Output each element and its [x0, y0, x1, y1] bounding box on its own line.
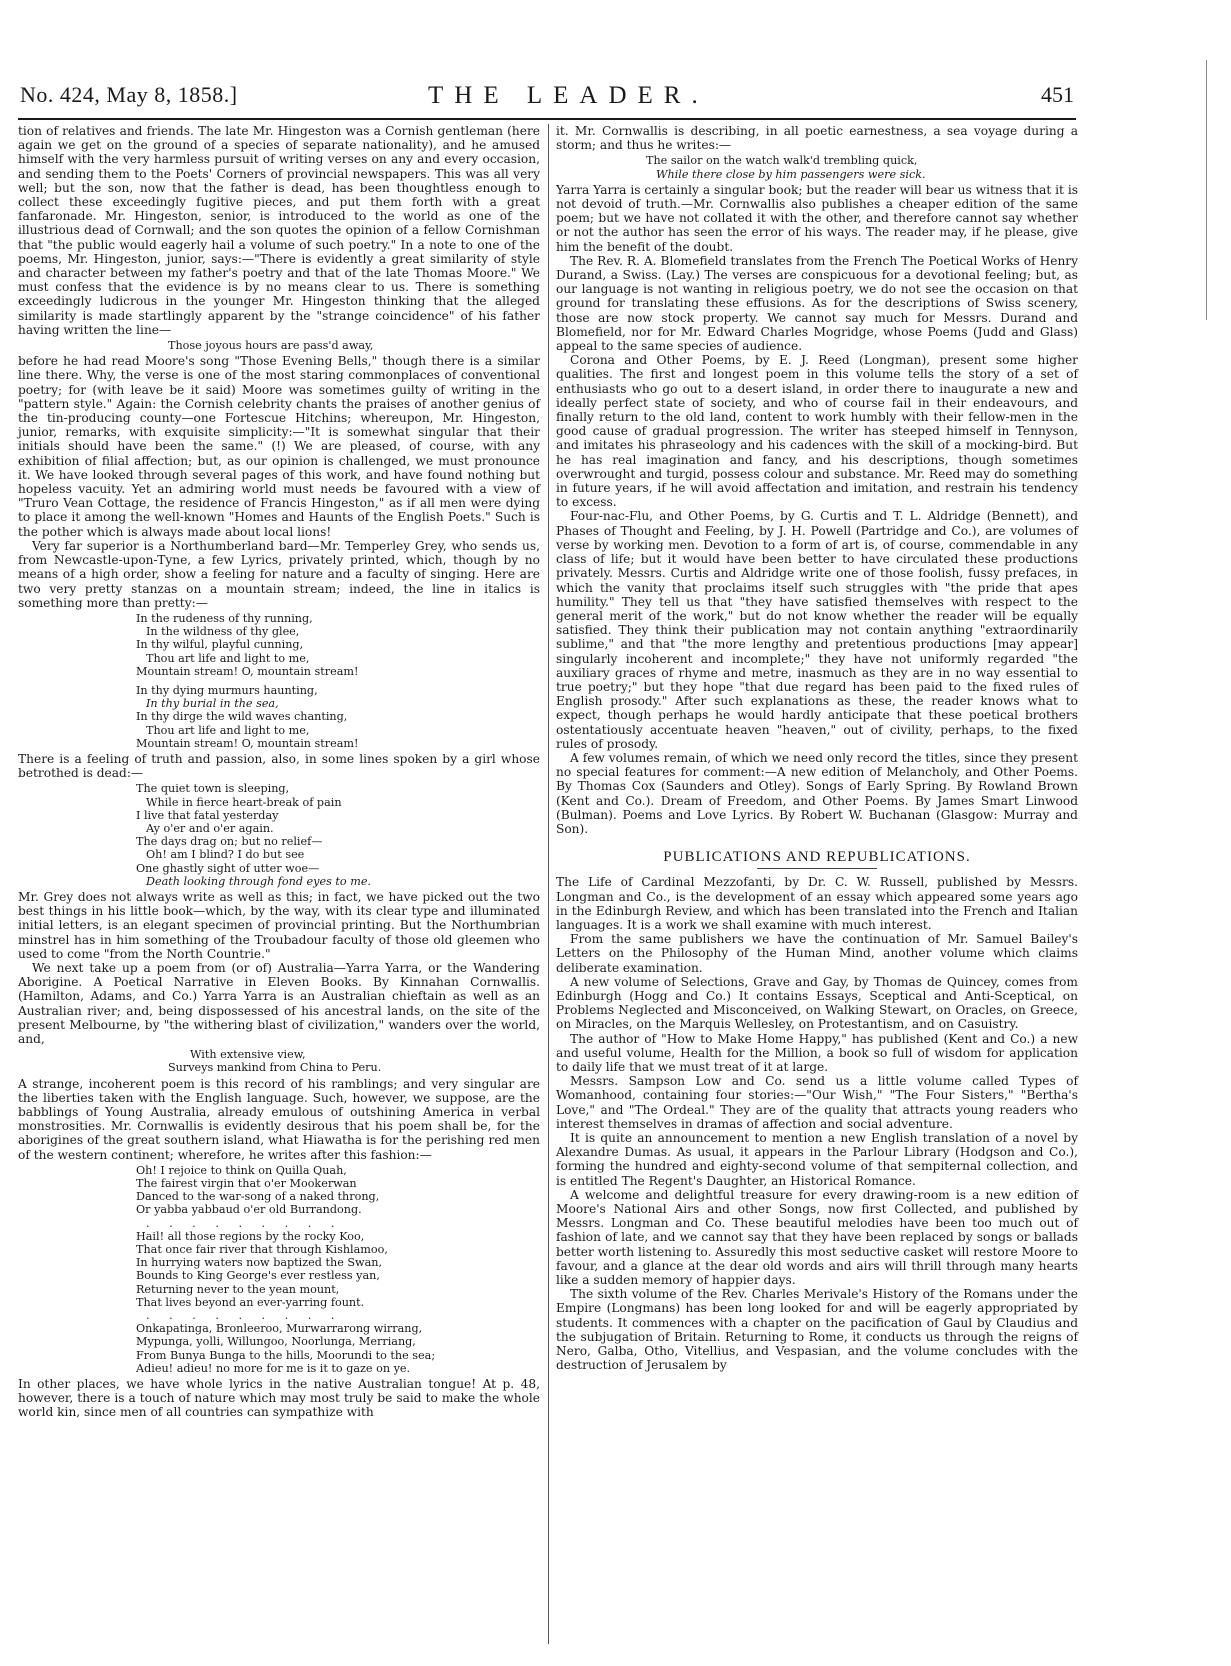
issue-line: No. 424, May 8, 1858.]	[20, 82, 238, 107]
verse-line: The sailor on the watch walk'd trembling quick,	[646, 154, 918, 168]
header-rule	[18, 118, 1076, 120]
paragraph: A new volume of Selections, Grave and Gay, by Thomas de Quincey, comes from Edinburgh (Hogg and Co.) It contains Essays, Sceptical and Anti-Sceptical, on Problems Neglected and Misconceived, on Walking Stewart, on Oracles, on Greece, on Miracles, on the Marquis Wellesley, on Protestantism, and on Casuistry.	[556, 974, 1078, 1032]
verse-line: One ghastly sight of utter woe—	[136, 861, 320, 875]
paragraph: Very far superior is a Northumberland bard—Mr. Temperley Grey, who sends us, from Newcastle-upon-Tyne, a few Lyrics, privately printed, which, though by no means of a high order, show a feeling for nature and a faculty of singing. Here are two very pretty stanzas on a mountain stream; indeed, the line in italics is something more than pretty:—	[18, 538, 540, 610]
paragraph: before he had read Moore's song "Those Evening Bells," though there is a similar line there. Why, the verse is one of the most staring commonplaces of conventional poetry; for (with leave be it said) Moore was sometimes guilty of writing in the "pattern style." Again: the Cornish celebrity chants the praises of another genius of the tin-producing county—one Fortescue Hitchins; whereupon, Mr. Hingeston, junior, remarks, with exquisite simplicity:—"It is somewhat singular that their initials should have been the same." (!) We are pleased, of course, with any exhibition of filial affection; but, as our opinion is challenged, we must pronounce it. We have looked through several pages of this work, and have found nothing but hopeless vacuity. Yet an admiring world must needs be favoured with a view of "Truro Vean Cottage, the residence of Francis Hingeston," as if all men were dying to place it among the well-known "Homes and Haunts of the English Poets." Such is the pother which is always made about local lions!	[18, 354, 540, 539]
verse-line: Thou art life and light to me,	[146, 651, 310, 665]
verse-line: Hail! all those regions by the rocky Koo,	[136, 1229, 365, 1243]
verse-line-italic: Death looking through fond eyes to me.	[146, 874, 371, 888]
quotation	[18, 339, 540, 352]
paragraph: There is a feeling of truth and passion, also, in some lines spoken by a girl whose betrothed is dead:—	[18, 751, 540, 781]
verse-line: In thy dying murmurs haunting,	[136, 683, 318, 697]
verse-line: In the wildness of thy glee,	[146, 625, 300, 639]
quotation	[18, 1048, 540, 1074]
paragraph: The author of "How to Make Home Happy," has published (Kent and Co.) a new and useful volume, Health for the Million, a book so full of wisdom for application to daily life that we must treat of it at large.	[556, 1031, 1078, 1074]
quotation	[556, 154, 1078, 180]
verse-line: I live that fatal yesterday	[136, 808, 279, 822]
paragraph: tion of relatives and friends. The late Mr. Hingeston was a Cornish gentleman (here again we get on the ground of a species of separate nationality), and he amused himself with the very harmless pursuit of writing verses on any and every occasion, and sending them to the Poets' Corners of provincial newspapers. This was all very well; but the son, now that the father is dead, has been thoughtless enough to collect these exceedingly fugitive pieces, and put them forth with a great fanfaronade. Mr. Hingeston, senior, is introduced to the world as one of the illustrious dead of Cornwall; and the son quotes the opinion of a fellow Cornishman that "the public would eagerly hail a volume of such poetry." In a note to one of the poems, Mr. Hingeston, junior, says:—"There is evidently a great similarity of style and character between my father's poetry and that of the late Thomas Moore." We must confess that the evidence is by no means clear to us. There is something exceedingly ludicrous in the younger Mr. Hingeston thinking that the alleged similarity is made startlingly apparent by the "strange coincidence" of his father having written the line—	[18, 124, 540, 337]
paragraph: From the same publishers we have the continuation of Mr. Samuel Bailey's Letters on the Philosophy of the Human Mind, another volume which claims deliberate examination.	[556, 932, 1078, 975]
verse-line: Returning never to the yean mount,	[136, 1282, 340, 1296]
verse-line: In the rudeness of thy running,	[136, 611, 313, 625]
verse-line: Oh! am I blind? I do but see	[146, 848, 305, 862]
paragraph: it. Mr. Cornwallis is describing, in all poetic earnestness, a sea voyage during a storm; and thus he writes:—	[556, 124, 1078, 153]
paragraph: In other places, we have whole lyrics in the native Australian tongue! At p. 48, however, there is a touch of nature which may most truly be said to make the whole world kin, since men of all countries can sympathize with	[18, 1377, 540, 1420]
verse-line: In thy wilful, playful cunning,	[136, 638, 304, 652]
section-rule	[757, 868, 877, 869]
paragraph: Corona and Other Poems, by E. J. Reed (Longman), present some higher qualities. The first and longest poem in this volume tells the story of a set of enthusiasts who go out to a desert island, in order there to inaugurate a new and ideally perfect state of society, and who of course fail in their endeavours, and finally return to the old land, content to work humbly with their fellow-men in the good cause of gradual progression. The writer has steeped himself in Tennyson, and imitates his phraseology and his cadences with the skill of a mocking-bird. But he has real imagination and fancy, and his descriptions, though sometimes overwrought and turgid, possess colour and substance. Mr. Reed may do something in future years, if he will avoid affectation and imitation, and restrain his tendency to excess.	[556, 353, 1078, 510]
verse-line: Or yabba yabbaud o'er old Burrandong.	[136, 1203, 362, 1217]
verse-line: Surveys mankind from China to Peru.	[168, 1061, 382, 1075]
verse-line: In hurrying waters now baptized the Swan,	[136, 1256, 383, 1270]
verse-line: Mountain stream! O, mountain stream!	[136, 664, 359, 678]
verse-line: While in fierce heart-break of pain	[146, 795, 342, 809]
poem-yarra-yarra	[18, 1164, 540, 1375]
paragraph: Yarra Yarra is certainly a singular book; but the reader will bear us witness that it is not devoid of truth.—Mr. Cornwallis also publishes a cheaper edition of the same poem; but we have not collated it with the other, and therefore cannot say whether or not the author has seen the error of his ways. The reader may, if he please, give him the benefit of the doubt.	[556, 182, 1078, 254]
paragraph: A few volumes remain, of which we need only record the titles, since they present no special features for comment:—A new edition of Melancholy, and Other Poems. By Thomas Cox (Saunders and Otley). Songs of Early Spring. By Rowland Brown (Kent and Co.). Dream of Freedom, and Other Poems. By James Smart Linwood (Bulman). Poems and Love Lyrics. By Robert W. Buchanan (Glasgow: Murray and Son).	[556, 750, 1078, 836]
verse-line: Thou art life and light to me,	[146, 723, 310, 737]
page-number: 451	[1041, 82, 1074, 107]
verse-line: Danced to the war-song of a naked throng,	[136, 1190, 380, 1204]
verse-line: That once fair river that through Kishlamoo,	[136, 1243, 388, 1257]
verse-line-italic: In thy burial in the sea,	[146, 697, 279, 711]
paragraph: The Rev. R. A. Blomefield translates from the French The Poetical Works of Henry Durand, a Swiss. (Lay.) The verses are conspicuous for a devotional feeling; but, as our language is not wanting in religious poetry, we do not see the occasion on that ground for translating these effusions. As for the descriptions of Swiss scenery, those are now stock property. We cannot say much for Messrs. Durand and Blomefield, nor for Mr. Edward Charles Mogridge, whose Poems (Judd and Glass) appeal to the same species of audience.	[556, 253, 1078, 354]
verse-line: Mountain stream! O, mountain stream!	[136, 736, 359, 750]
verse-line: Bounds to King George's ever restless yan,	[136, 1269, 380, 1283]
verse-line: The days drag on; but no relief—	[136, 835, 323, 849]
verse-line: Those joyous hours are pass'd away,	[168, 339, 374, 353]
section-heading: PUBLICATIONS AND REPUBLICATIONS.	[663, 849, 971, 866]
verse-line-italic: While there close by him passengers were sick.	[656, 167, 926, 181]
paragraph: Messrs. Sampson Low and Co. send us a little volume called Types of Womanhood, containing four stories:—"Our Wish," "The Four Sisters," "Bertha's Love," and "The Ordeal." They are of the quality that attracts young readers who interest themselves in dramas of affection and social adventure.	[556, 1074, 1078, 1131]
verse-line: From Bunya Bunga to the hills, Moorundi to the sea;	[136, 1348, 436, 1362]
verse-line: In thy dirge the wild waves chanting,	[136, 710, 348, 724]
verse-line: The quiet town is sleeping,	[136, 782, 290, 796]
left-column	[18, 124, 540, 1420]
ellipsis-divider: . . . . . . . . .	[146, 1309, 343, 1323]
paragraph: The sixth volume of the Rev. Charles Merivale's History of the Romans under the Empire (Longmans) has been long looked for and will be eagerly appropriated by students. It commences with a chapter on the pacification of Gaul by Claudius and the subjugation of Britain. Returning to Rome, it conducts us through the reigns of Nero, Galba, Otho, Vitellius, and Vespasian, and the volume concludes with the destruction of Jerusalem by	[556, 1287, 1078, 1373]
column-divider	[548, 124, 549, 1644]
verse-line: That lives beyond an ever-yarring fount.	[136, 1295, 365, 1309]
verse-line: Adieu! adieu! no more for me is it to gaze on ye.	[136, 1361, 411, 1375]
poem-betrothed	[18, 782, 540, 888]
paragraph: Four-nac-Flu, and Other Poems, by G. Curtis and T. L. Aldridge (Bennett), and Phases of Thought and Feeling, by J. H. Powell (Partridge and Co.), are volumes of verse by working men. Devotion to a form of art is, of course, commendable in any class of life; but it would have been better to have circulated these productions privately. Messrs. Curtis and Aldridge write one of those foolish, fussy prefaces, in which the vanity that proclaims itself such struggles with "the pride that apes humility." They tell us that "they have satisfied themselves with respect to the general merit of the work," but do not know whether the reader will be equally satisfied. They think their publication may not contain anything "extraordinarily sublime," and that "the more lengthy and pretentious productions [may appear] singularly incoherent and incomplete;" they have not uniformly regarded "the auxiliary graces of rhyme and metre, inasmuch as they are in no way essential to true poetry;" but they hope "that due regard has been paid to the fixed rules of English prosody." After such explanations as these, the reader knows what to expect, though perhaps he would hardly anticipate that these poetical brothers ostentatiously accentuate heaven "heaven," out of civility, perhaps, to the fixed rules of prosody.	[556, 509, 1078, 751]
paragraph: The Life of Cardinal Mezzofanti, by Dr. C. W. Russell, published by Messrs. Longman and Co., is the development of an essay which appeared some years ago in the Edinburgh Review, and which has been translated into the French and Italian languages. It is a work we shall examine with much interest.	[556, 875, 1078, 932]
scan-edge-mark	[1206, 60, 1207, 320]
page-header	[18, 74, 1076, 120]
paragraph: Mr. Grey does not always write as well as this; in fact, we have picked out the two best things in his little book—which, by the way, with its clear type and illuminated initial letters, is an elegant specimen of provincial printing. But the Northumbrian minstrel has in him something of the Troubadour faculty of those old gleemen who used to come "from the North Countrie."	[18, 889, 540, 961]
verse-line: The fairest virgin that o'er Mookerwan	[136, 1177, 357, 1191]
paragraph: We next take up a poem from (or of) Australia—Yarra Yarra, or the Wandering Aborigine. A Poetical Narrative in Eleven Books. By Kinnahan Cornwallis. (Hamilton, Adams, and Co.) Yarra Yarra is an Australian chieftain as well as an Australian river; and, being dispossessed of his ancestral lands, on the site of the present Melbourne, by "the withering blast of civilization," wanders over the world, and,	[18, 960, 540, 1046]
paragraph: A strange, incoherent poem is this record of his ramblings; and very singular are the liberties taken with the English language. Such, however, we suppose, are the babblings of Young Australia, already emulous of outshining America in verbal monstrosities. Mr. Cornwallis is evidently desirous that his poem shall be, for the aborigines of the great southern island, what Hiawatha is for the perishing red men of the western continent; wherefore, he writes after this fashion:—	[18, 1076, 540, 1162]
ellipsis-divider: . . . . . . . . .	[146, 1216, 343, 1230]
verse-line: Ay o'er and o'er again.	[146, 821, 274, 835]
verse-line: Mypunga, yolli, Willungoo, Noorlunga, Merriang,	[136, 1335, 416, 1349]
verse-line: Onkapatinga, Bronleeroo, Murwarrarong wirrang,	[136, 1322, 423, 1336]
verse-line: With extensive view,	[190, 1048, 306, 1062]
poem-mountain-stream	[18, 612, 540, 750]
paragraph: A welcome and delightful treasure for every drawing-room is a new edition of Moore's National Airs and other Songs, now first Collected, and published by Messrs. Longman and Co. These beautiful melodies have been too much out of fashion of late, and we cannot say that they have been replaced by songs or ballads better worth listening to. Assuredly this most seductive casket will restore Moore to favour, and a glance at the dear old words and airs will thrill through many hearts like a sudden memory of happier days.	[556, 1187, 1078, 1288]
masthead-title: THE LEADER.	[428, 82, 709, 109]
paragraph: It is quite an announcement to mention a new English translation of a novel by Alexandre Dumas. As usual, it appears in the Parlour Library (Hodgson and Co.), forming the hundred and eighty-second volume of that sempiternal collection, and is entitled The Regent's Daughter, an Historical Romance.	[556, 1131, 1078, 1188]
right-column	[556, 124, 1078, 1372]
newspaper-page	[18, 74, 1076, 1649]
verse-line: Oh! I rejoice to think on Quilla Quah,	[136, 1163, 347, 1177]
